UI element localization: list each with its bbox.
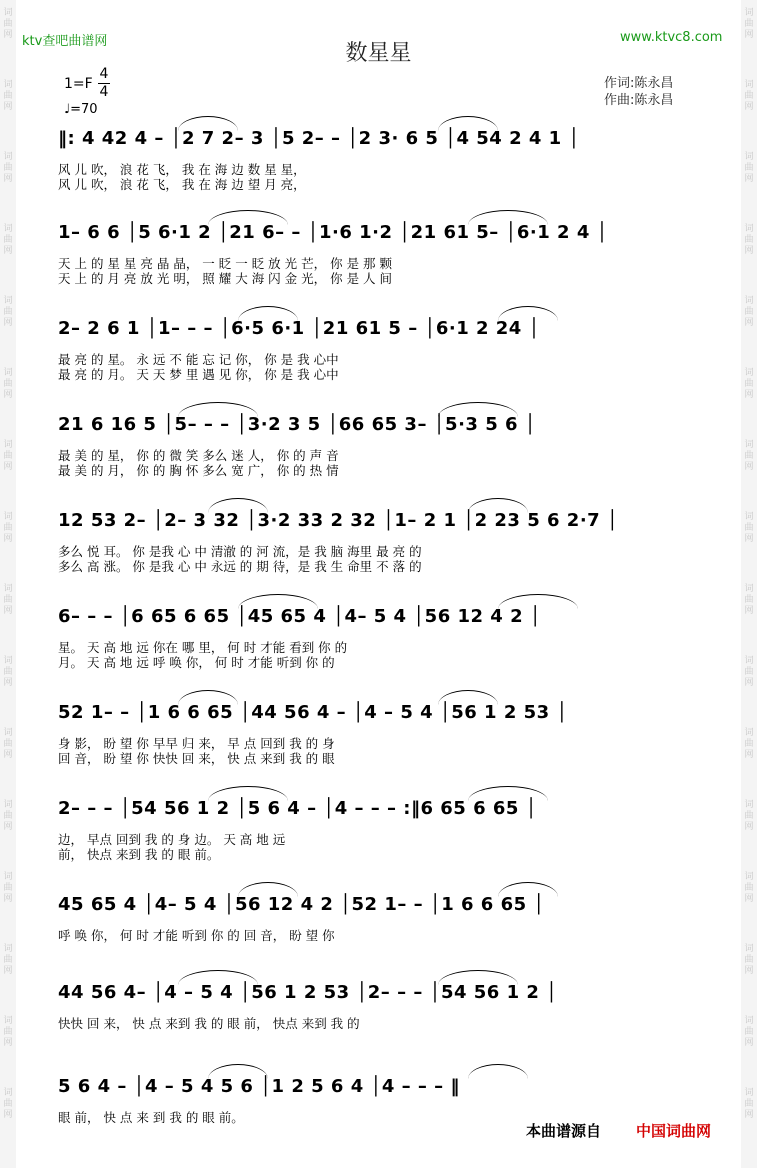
watermark-text: 词 曲 网 [3, 728, 13, 760]
watermark-text: 词 曲 网 [744, 152, 754, 184]
slur-arc [468, 498, 528, 513]
key-signature: 1=F [64, 76, 93, 92]
lyric-line: 边， 早点 回到 我 的 身 边。 天 高 地 远 [58, 832, 286, 847]
notation-line: 1– 6 6 │5 6·1 2 │21 6– – │1·6 1·2 │21 61 5– │6·1 2 4 │ [58, 222, 608, 243]
slur-arc [498, 594, 578, 609]
slur-arc [438, 690, 498, 705]
watermark-text: 词 曲 网 [744, 944, 754, 976]
lyric-line: 最 亮 的 星。 永 远 不 能 忘 记 你， 你 是 我 心中 [58, 352, 339, 367]
watermark-text: 词 曲 网 [3, 152, 13, 184]
watermark-text: 词 曲 网 [3, 368, 13, 400]
slur-arc [498, 306, 558, 321]
lyricist: 作词:陈永昌 [604, 76, 674, 91]
notation-line: 12 53 2– │2– 3 32 │3·2 33 2 32 │1– 2 1 │2 23 5 6 2·7 │ [58, 510, 619, 531]
lyric-line: 呼 唤 你， 何 时 才能 听到 你 的 回 音， 盼 望 你 [58, 928, 335, 943]
watermark-text: 词 曲 网 [3, 80, 13, 112]
watermark-text: 词 曲 网 [744, 656, 754, 688]
slur-arc [438, 116, 498, 131]
notation-line: 2– – – │54 56 1 2 │5 6 4 – │4 – – – :‖6 65 6 65 │ [58, 798, 538, 819]
lyric-line: 回 音， 盼 望 你 快快 回 来， 快 点 来到 我 的 眼 [58, 751, 335, 766]
lyric-line: 最 美 的 星， 你 的 微 笑 多么 迷 人， 你 的 声 音 [58, 448, 339, 463]
notation-line: 52 1– – │1 6 6 65 │44 56 4 – │4 – 5 4 │56 1 2 53 │ [58, 702, 568, 723]
notation-line: 6– – – │6 65 6 65 │45 65 4 │4– 5 4 │56 12 4 2 │ [58, 606, 542, 627]
slur-arc [178, 690, 238, 705]
slur-arc [238, 306, 298, 321]
lyric-line: 月。 天 高 地 远 呼 唤 你， 何 时 才能 听到 你 的 [58, 655, 335, 670]
tempo-mark: ♩=70 [64, 102, 98, 117]
watermark-text: 词 曲 网 [3, 584, 13, 616]
lyric-line: 天 上 的 星 星 亮 晶 晶， 一 眨 一 眨 放 光 芒， 你 是 那 颗 [58, 256, 393, 271]
notation-line: 45 65 4 │4– 5 4 │56 12 4 2 │52 1– – │1 6 6 65 │ [58, 894, 545, 915]
watermark-text: 词 曲 网 [744, 224, 754, 256]
lyric-line: 多么 悦 耳。 你 是我 心 中 清澈 的 河 流，是 我 脑 海里 最 亮 的 [58, 544, 422, 559]
watermark-text: 词 曲 网 [744, 80, 754, 112]
watermark-text: 词 曲 网 [744, 1088, 754, 1120]
lyric-line: 身 影， 盼 望 你 早早 归 来， 早 点 回到 我 的 身 [58, 736, 335, 751]
slur-arc [468, 210, 548, 225]
slur-arc [468, 786, 548, 801]
slur-arc [208, 1064, 268, 1079]
notation-line: 44 56 4– │4 – 5 4 │56 1 2 53 │2– – – │54 56 1 2 │ [58, 982, 558, 1003]
watermark-text: 词 曲 网 [744, 800, 754, 832]
time-bottom: 4 [99, 84, 109, 100]
slur-arc [238, 594, 318, 609]
lyric-line: 星。 天 高 地 远 你在 哪 里， 何 时 才能 看到 你 的 [58, 640, 348, 655]
watermark-text: 词 曲 网 [744, 440, 754, 472]
watermark-text: 词 曲 网 [744, 8, 754, 40]
song-title: 数星星 [345, 41, 412, 66]
lyric-line: 风 儿 吹， 浪 花 飞， 我 在 海 边 望 月 亮， [58, 177, 306, 192]
source-name: 中国词曲网 [636, 1122, 712, 1140]
notation-line: ‖: 4 42 4 – │2 7 2– 3 │5 2– – │2 3· 6 5 │4 54 2 4 1 │ [58, 128, 580, 149]
lyric-line: 多么 高 涨。 你 是我 心 中 永远 的 期 待，是 我 生 命里 不 落 的 [58, 559, 422, 574]
watermark-text: 词 曲 网 [744, 728, 754, 760]
slur-arc [498, 882, 558, 897]
watermark-text: 词 曲 网 [744, 368, 754, 400]
left-watermark-strip [0, 0, 16, 1168]
notation-line: 2– 2 6 1 │1– – – │6·5 6·1 │21 61 5 – │6·1 2 24 │ [58, 318, 540, 339]
time-top: 4 [99, 66, 109, 82]
lyric-line: 最 亮 的 月。 天 天 梦 里 遇 见 你， 你 是 我 心中 [58, 367, 339, 382]
lyric-line: 最 美 的 月， 你 的 胸 怀 多么 宽 广， 你 的 热 情 [58, 463, 339, 478]
watermark-text: 词 曲 网 [3, 440, 13, 472]
watermark-text: 词 曲 网 [744, 1016, 754, 1048]
watermark-text: 词 曲 网 [3, 8, 13, 40]
notation-line: 5 6 4 – │4 – 5 4 5 6 │1 2 5 6 4 │4 – – – ‖ [58, 1076, 460, 1097]
composer: 作曲:陈永昌 [604, 93, 674, 108]
slur-arc [238, 882, 298, 897]
slur-arc [208, 210, 288, 225]
notation-line: 21 6 16 5 │5– – – │3·2 3 5 │66 65 3– │5·3 5 6 │ [58, 414, 537, 435]
slur-arc [468, 1064, 528, 1079]
slur-arc [178, 116, 238, 131]
watermark-text: 词 曲 网 [3, 296, 13, 328]
slur-arc [438, 970, 518, 985]
lyric-line: 天 上 的 月 亮 放 光 明， 照 耀 大 海 闪 金 光， 你 是 人 间 [58, 271, 393, 286]
watermark-text: 词 曲 网 [3, 224, 13, 256]
watermark-text: 词 曲 网 [3, 872, 13, 904]
site-url-right: www.ktvc8.com [620, 30, 723, 45]
slur-arc [178, 970, 258, 985]
right-watermark-strip [741, 0, 757, 1168]
watermark-text: 词 曲 网 [744, 584, 754, 616]
watermark-text: 词 曲 网 [3, 512, 13, 544]
slur-arc [438, 402, 518, 417]
source-label: 本曲谱源自 [526, 1122, 602, 1140]
site-name-left: ktv查吧曲谱网 [22, 34, 108, 49]
time-signature [98, 66, 110, 101]
slur-arc [178, 402, 258, 417]
watermark-text: 词 曲 网 [3, 1088, 13, 1120]
watermark-text: 词 曲 网 [3, 1016, 13, 1048]
lyric-line: 眼 前， 快 点 来 到 我 的 眼 前。 [58, 1110, 244, 1125]
watermark-text: 词 曲 网 [744, 512, 754, 544]
lyric-line: 风 儿 吹， 浪 花 飞， 我 在 海 边 数 星 星， [58, 162, 306, 177]
watermark-text: 词 曲 网 [3, 944, 13, 976]
watermark-text: 词 曲 网 [744, 296, 754, 328]
watermark-text: 词 曲 网 [744, 872, 754, 904]
watermark-text: 词 曲 网 [3, 656, 13, 688]
watermark-text: 词 曲 网 [3, 800, 13, 832]
lyric-line: 前， 快点 来到 我 的 眼 前。 [58, 847, 220, 862]
slur-arc [208, 498, 268, 513]
lyric-line: 快快 回 来， 快 点 来到 我 的 眼 前， 快点 来到 我 的 [58, 1016, 360, 1031]
slur-arc [208, 786, 288, 801]
